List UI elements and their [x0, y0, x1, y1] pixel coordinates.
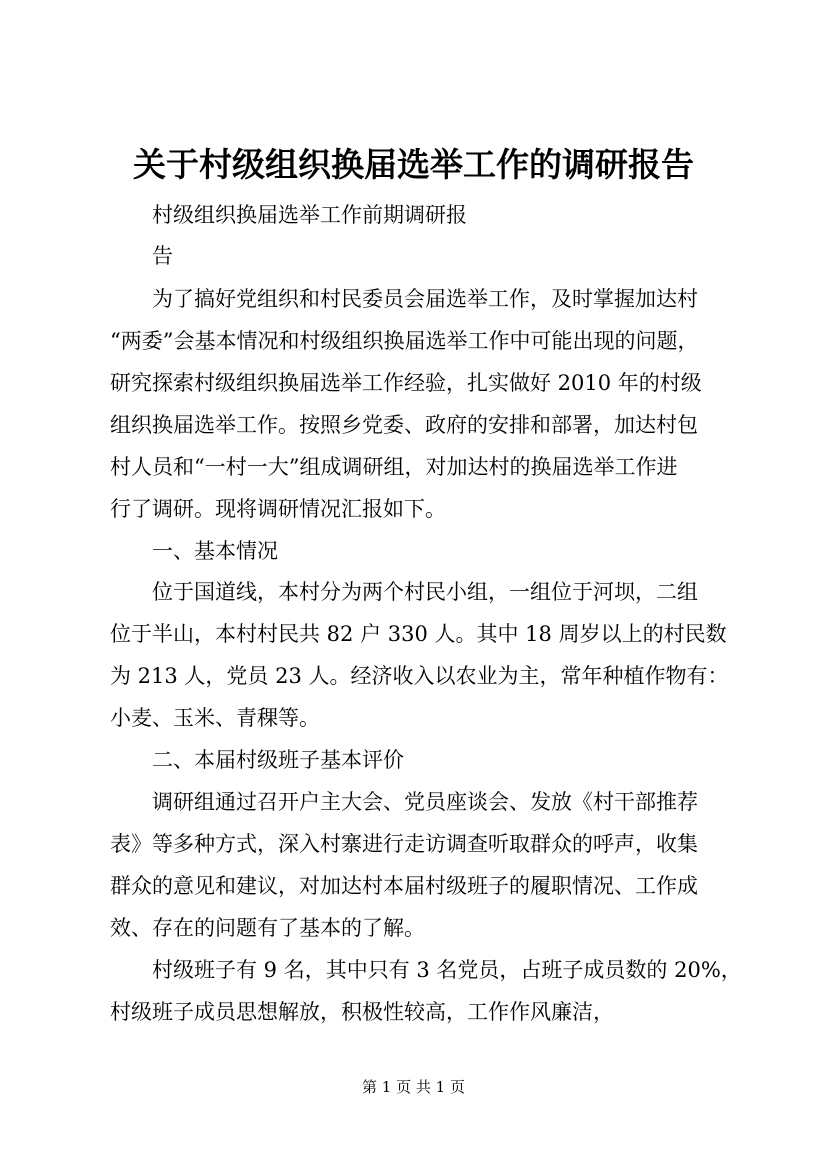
paragraph-3-line-2: 表》等多种方式，深入村寨进行走访调查听取群众的呼声，收集 — [110, 832, 698, 856]
paragraph-2-line-3: 为 213 人，党员 23 人。经济收入以农业为主，常年种植作物有： — [110, 664, 729, 688]
paragraph-3-line-3: 群众的意见和建议，对加达村本届村级班子的履职情况、工作成 — [110, 874, 698, 898]
section-heading-1: 一、基本情况 — [152, 539, 278, 563]
paragraph-2-line-1: 位于国道线，本村分为两个村民小组，一组位于河坝，二组 — [152, 580, 698, 604]
paragraph-1-line-6: 行了调研。现将调研情况汇报如下。 — [110, 497, 446, 521]
paragraph-1-line-1: 为了搞好党组织和村民委员会届选举工作，及时掌握加达村 — [152, 287, 698, 311]
paragraph-3-line-4: 效、存在的问题有了基本的了解。 — [110, 916, 425, 940]
paragraph-4-line-1: 村级班子有 9 名，其中只有 3 名党员，占班子成员数的 20%， — [152, 958, 742, 982]
subtitle-line-2: 告 — [152, 244, 173, 268]
paragraph-1-line-2: “两委”会基本情况和村级组织换届选举工作中可能出现的问题， — [110, 329, 699, 353]
paragraph-1-line-4: 组织换届选举工作。按照乡党委、政府的安排和部署，加达村包 — [110, 413, 698, 437]
paragraph-2-line-2: 位于半山，本村村民共 82 户 330 人。其中 18 周岁以上的村民数 — [110, 622, 727, 646]
paragraph-1-line-5: 村人员和“一村一大”组成调研组，对加达村的换届选举工作进 — [110, 455, 678, 479]
subtitle-line-1: 村级组织换届选举工作前期调研报 — [152, 203, 467, 227]
paragraph-2-line-4: 小麦、玉米、青稞等。 — [110, 706, 320, 730]
page-footer: 第 1 页 共 1 页 — [362, 1078, 465, 1096]
paragraph-4-line-2: 村级班子成员思想解放，积极性较高，工作作风廉洁， — [110, 1000, 614, 1024]
document-title: 关于村级组织换届选举工作的调研报告 — [133, 145, 694, 184]
paragraph-1-line-3: 研究探索村级组织换届选举工作经验，扎实做好 2010 年的村级 — [110, 371, 702, 395]
paragraph-3-line-1: 调研组通过召开户主大会、党员座谈会、发放《村干部推荐 — [152, 790, 698, 814]
section-heading-2: 二、本届村级班子基本评价 — [152, 748, 404, 772]
